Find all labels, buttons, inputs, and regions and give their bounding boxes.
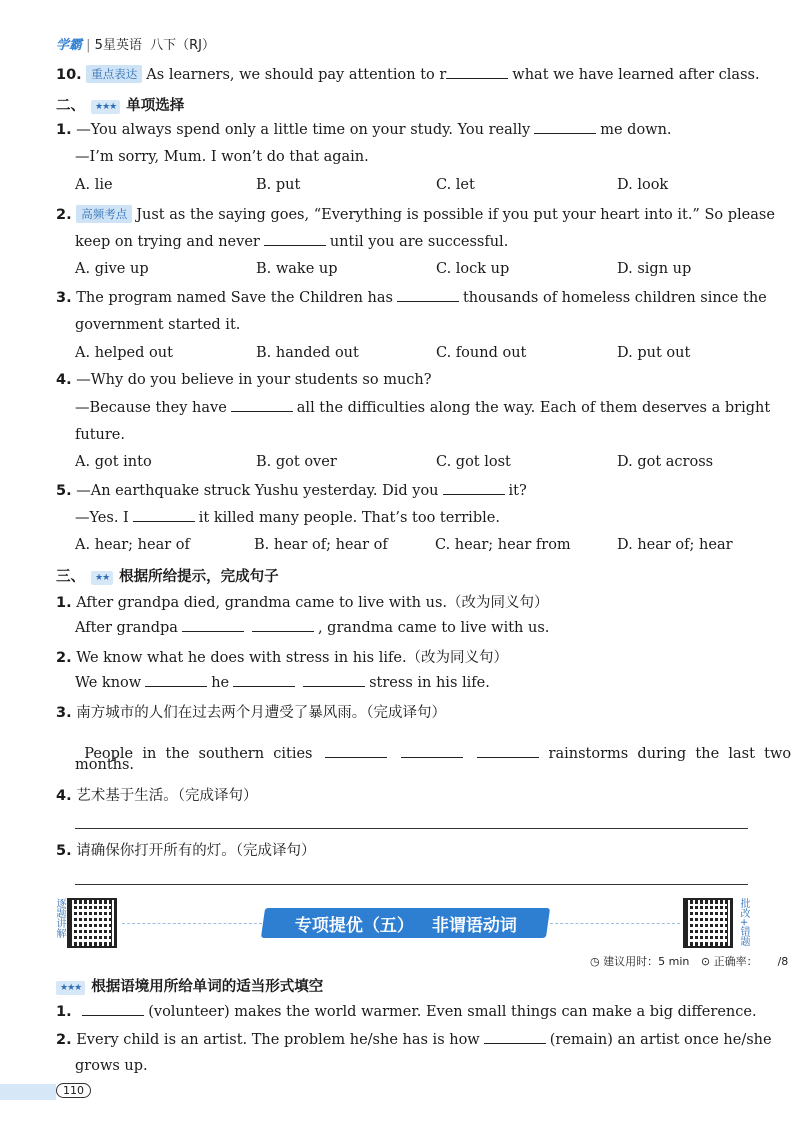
rewrite-answer-1: After grandpa , grandma came to live with us. — [75, 620, 550, 636]
option-a[interactable]: A. hear; hear of — [75, 537, 190, 553]
time-and-accuracy — [590, 953, 788, 969]
qr-code-right-icon[interactable] — [683, 898, 733, 948]
answer-blank[interactable] — [303, 674, 365, 687]
mc-question-5-reply: —Yes. I it killed many people. That’s too terrible. — [75, 510, 500, 526]
answer-blank[interactable] — [233, 674, 295, 687]
suggested-time: 建议用时：5 min — [603, 955, 690, 968]
grade-label: 八下（RJ） — [150, 38, 215, 53]
footer-bar — [0, 1084, 56, 1100]
accuracy-label: 正确率： — [713, 955, 758, 968]
high-frequency-tag: 高频考点 — [76, 205, 132, 223]
mc-question-5: 5. —An earthquake struck Yushu yesterday. Did you it? — [56, 483, 527, 499]
mc-question-1: 1. —You always spend only a little time on your study. You really me down. — [56, 122, 672, 138]
option-c[interactable]: C. let — [436, 177, 475, 193]
rewrite-question-2: 2. We know what he does with stress in his life.（改为同义句） — [56, 650, 509, 666]
option-a[interactable]: A. give up — [75, 261, 149, 277]
mc-question-2: 2. 高频考点 Just as the saying goes, “Everything is possible if you put your heart into it.” So please — [56, 207, 775, 223]
answer-blank[interactable] — [252, 619, 314, 632]
mc-question-2-cont: keep on trying and never until you are successful. — [75, 234, 509, 250]
mc-question-4-cont: future. — [75, 427, 125, 443]
translate-answer-3: People in the southern cities rainstorms during the last two — [84, 746, 792, 762]
fill-question-2-cont: grows up. — [75, 1058, 148, 1074]
section-3-heading: 三、 ★★ 根据所给提示，完成句子 — [56, 569, 279, 585]
answer-line-5[interactable] — [75, 884, 748, 885]
fill-question-2: 2. Every child is an artist. The problem he/she has is how (remain) an artist once he/she — [56, 1032, 772, 1048]
translate-question-4: 4. 艺术基于生活。（完成译句） — [56, 788, 258, 804]
option-d[interactable]: D. sign up — [617, 261, 692, 277]
divider — [122, 923, 262, 924]
option-c[interactable]: C. hear; hear from — [435, 537, 571, 553]
answer-blank[interactable] — [534, 121, 596, 134]
accuracy-total: /8 — [777, 955, 789, 968]
mc-question-4-reply: —Because they have all the difficulties along the way. Each of them deserves a bright — [75, 400, 771, 416]
question-10: 10. 重点表达 As learners, we should pay attention to r what we have learned after class. — [56, 67, 760, 83]
check-icon: ⊙ — [700, 955, 714, 968]
brand-logo: 学霸 — [56, 38, 83, 53]
option-c[interactable]: C. got lost — [436, 454, 511, 470]
rewrite-answer-2: We know he stress in his life. — [75, 675, 490, 691]
answer-blank[interactable] — [145, 674, 207, 687]
answer-blank[interactable] — [484, 1031, 546, 1044]
answer-blank[interactable] — [446, 66, 508, 79]
option-b[interactable]: B. wake up — [256, 261, 338, 277]
page-header: 学霸 | 5星英语 八下（RJ） — [56, 38, 215, 53]
translate-answer-3-cont: months. — [75, 757, 135, 773]
option-b[interactable]: B. put — [256, 177, 301, 193]
answer-blank[interactable] — [82, 1003, 144, 1016]
answer-blank[interactable] — [325, 745, 387, 758]
answer-line-4[interactable] — [75, 828, 748, 829]
page-number: 110 — [56, 1083, 91, 1098]
option-d[interactable]: D. hear of; hear — [617, 537, 733, 553]
option-c[interactable]: C. found out — [436, 345, 527, 361]
answer-blank[interactable] — [264, 233, 326, 246]
series-name: 5星英语 — [94, 38, 142, 53]
mc-question-4: 4. —Why do you believe in your students so much? — [56, 372, 432, 388]
option-d[interactable]: D. look — [617, 177, 669, 193]
key-expression-tag: 重点表达 — [86, 65, 142, 83]
banner-title: 专项提优（五） — [294, 915, 414, 936]
option-b[interactable]: B. hear of; hear of — [254, 537, 388, 553]
difficulty-stars: ★★ — [91, 571, 113, 585]
mc-question-1-reply: —I’m sorry, Mum. I won’t do that again. — [75, 149, 369, 165]
rewrite-question-1: 1. After grandpa died, grandma came to live with us.（改为同义句） — [56, 595, 549, 611]
translate-question-5: 5. 请确保你打开所有的灯。（完成译句） — [56, 843, 316, 859]
option-b[interactable]: B. handed out — [256, 345, 359, 361]
answer-blank[interactable] — [133, 509, 195, 522]
option-a[interactable]: A. helped out — [75, 345, 173, 361]
divider — [550, 923, 680, 924]
special-instruction: ★★★ 根据语境用所给单词的适当形式填空 — [56, 975, 323, 996]
answer-blank[interactable] — [231, 399, 293, 412]
banner-topic: 非谓语动词 — [431, 915, 517, 936]
option-a[interactable]: A. got into — [75, 454, 152, 470]
answer-blank[interactable] — [182, 619, 244, 632]
fill-question-1: 1. (volunteer) makes the world warmer. Even small things can make a big difference. — [56, 1004, 757, 1020]
correction-label: 批改+错题 — [738, 898, 749, 947]
video-explain-label: 逐题讲解 — [54, 898, 65, 938]
answer-blank[interactable] — [397, 289, 459, 302]
section-2-heading: 二、 ★★★ 单项选择 — [56, 98, 185, 114]
option-b[interactable]: B. got over — [256, 454, 337, 470]
option-d[interactable]: D. got across — [617, 454, 714, 470]
difficulty-stars: ★★★ — [91, 100, 120, 114]
option-a[interactable]: A. lie — [75, 177, 113, 193]
mc-question-3: 3. The program named Save the Children has thousands of homeless children since the — [56, 290, 767, 306]
option-c[interactable]: C. lock up — [436, 261, 510, 277]
difficulty-stars: ★★★ — [56, 981, 85, 995]
translate-question-3: 3. 南方城市的人们在过去两个月遭受了暴风雨。（完成译句） — [56, 705, 446, 721]
qr-code-left-icon[interactable] — [67, 898, 117, 948]
special-topic-banner — [261, 908, 550, 938]
answer-blank[interactable] — [443, 482, 505, 495]
answer-blank[interactable] — [477, 745, 539, 758]
clock-icon: ◷ — [590, 955, 604, 968]
option-d[interactable]: D. put out — [617, 345, 691, 361]
mc-question-3-cont: government started it. — [75, 317, 241, 333]
answer-blank[interactable] — [401, 745, 463, 758]
